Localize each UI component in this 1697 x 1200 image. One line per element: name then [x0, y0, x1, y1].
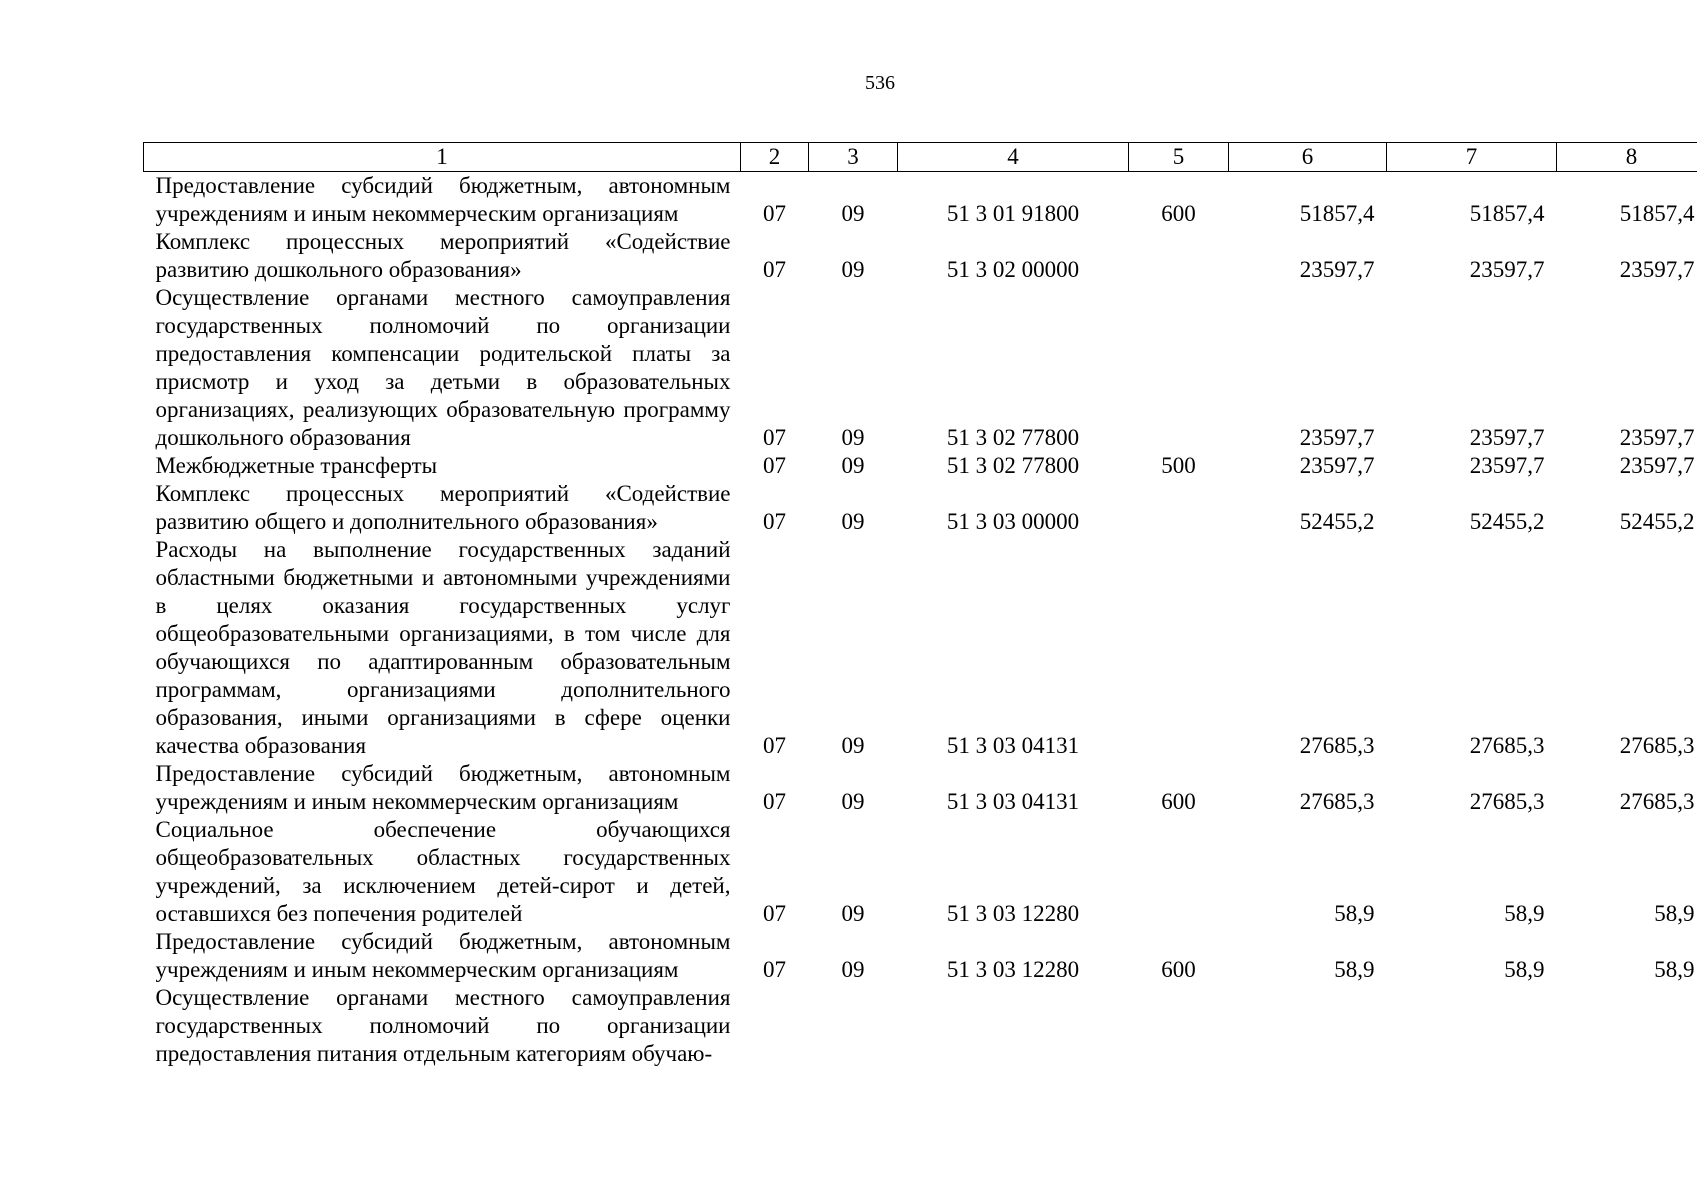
row-amount-8: 23597,7	[1619, 257, 1695, 282]
header-col-8: 8	[1557, 143, 1697, 172]
row-subsection: 09	[841, 733, 865, 758]
header-col-7: 7	[1387, 143, 1557, 172]
header-col-5: 5	[1129, 143, 1229, 172]
row-amount-7: 23597,7	[1469, 425, 1545, 450]
row-target-article: 51 3 02 77800	[946, 425, 1080, 450]
row-amount-7: 51857,4	[1469, 201, 1545, 226]
header-col-1: 1	[144, 143, 741, 172]
row-expense-type	[1129, 536, 1229, 760]
row-amount-7: 52455,2	[1469, 509, 1545, 534]
row-amount-8	[1557, 984, 1697, 1068]
row-description: Расходы на выполнение государственных заданий областными бюджетными и автономными учреждениями в целях оказания государственных услуг общеобразовательными организациями, в том числе для обучающихся по адаптированным образовательным программам, организациями дополнительного образования, иными организациями в сфере оценки качества образования	[155, 537, 731, 758]
row-subsection: 09	[841, 257, 865, 282]
table-row	[144, 928, 1697, 984]
row-amount-6: 51857,4	[1299, 201, 1375, 226]
row-amount-6: 58,9	[1334, 957, 1375, 982]
row-target-article: 51 3 03 12280	[946, 957, 1080, 982]
header-col-6: 6	[1229, 143, 1387, 172]
row-expense-type: 500	[1161, 453, 1196, 478]
table-row	[144, 228, 1697, 284]
row-subsection: 09	[841, 509, 865, 534]
row-expense-type	[1129, 480, 1229, 536]
row-amount-6: 52455,2	[1299, 509, 1375, 534]
row-description: Комплекс процессных мероприятий «Содействие развитию дошкольного образования»	[155, 229, 731, 282]
row-expense-type: 600	[1161, 789, 1196, 814]
row-subsection: 09	[841, 957, 865, 982]
page-number: 536	[865, 72, 895, 94]
row-amount-6: 27685,3	[1299, 733, 1375, 758]
row-amount-6: 58,9	[1334, 901, 1375, 926]
row-amount-6: 27685,3	[1299, 789, 1375, 814]
table-row	[144, 816, 1697, 928]
table-row	[144, 760, 1697, 816]
row-amount-7: 58,9	[1504, 957, 1545, 982]
table-row	[144, 452, 1697, 480]
row-description: Осуществление органами местного самоуправления государственных полномочий по организации предоставления компенсации родительской платы за присмотр и уход за детьми в образовательных организациях, реализующих образовательную программу дошкольного образования	[155, 285, 731, 450]
row-expense-type	[1129, 284, 1229, 452]
row-amount-8: 27685,3	[1619, 789, 1695, 814]
row-amount-7: 23597,7	[1469, 257, 1545, 282]
row-description: Предоставление субсидий бюджетным, автономным учреждениям и иным некоммерческим организациям	[155, 173, 731, 226]
row-amount-7	[1387, 984, 1557, 1068]
row-target-article: 51 3 02 77800	[946, 453, 1080, 478]
row-target-article: 51 3 03 12280	[946, 901, 1080, 926]
row-amount-6: 23597,7	[1299, 425, 1375, 450]
table-row	[144, 536, 1697, 760]
row-description: Социальное обеспечение обучающихся общеобразовательных областных государственных учреждений, за исключением детей-сирот и детей, оставшихся без попечения родителей	[155, 817, 731, 926]
header-col-3: 3	[809, 143, 898, 172]
row-amount-7: 27685,3	[1469, 789, 1545, 814]
row-amount-6: 23597,7	[1299, 453, 1375, 478]
row-section: 07	[763, 789, 786, 814]
row-expense-type: 600	[1161, 957, 1196, 982]
row-description: Осуществление органами местного самоуправления государственных полномочий по организации предоставления питания отдельным категориям обучаю-	[155, 985, 731, 1066]
row-target-article: 51 3 03 00000	[946, 509, 1080, 534]
row-amount-8: 58,9	[1654, 957, 1695, 982]
row-amount-8: 51857,4	[1619, 201, 1695, 226]
row-description: Межбюджетные трансферты	[155, 453, 438, 478]
row-description: Предоставление субсидий бюджетным, автономным учреждениям и иным некоммерческим организациям	[155, 929, 731, 982]
table-row	[144, 984, 1697, 1068]
row-target-article: 51 3 03 04131	[946, 789, 1080, 814]
row-amount-8: 23597,7	[1619, 453, 1695, 478]
row-amount-6	[1229, 984, 1387, 1068]
row-section: 07	[763, 257, 786, 282]
row-section: 07	[763, 901, 786, 926]
row-subsection	[809, 984, 898, 1068]
row-description: Комплекс процессных мероприятий «Содействие развитию общего и дополнительного образования»	[155, 481, 731, 534]
row-description: Предоставление субсидий бюджетным, автономным учреждениям и иным некоммерческим организациям	[155, 761, 731, 814]
table-row	[144, 172, 1697, 229]
row-amount-8: 52455,2	[1619, 509, 1695, 534]
row-target-article: 51 3 01 91800	[946, 201, 1080, 226]
row-subsection: 09	[841, 789, 865, 814]
table-row	[144, 284, 1697, 452]
row-target-article	[898, 984, 1129, 1068]
row-amount-8: 23597,7	[1619, 425, 1695, 450]
header-col-4: 4	[898, 143, 1129, 172]
row-amount-7: 23597,7	[1469, 453, 1545, 478]
table-header-row	[144, 143, 1697, 172]
row-section: 07	[763, 201, 786, 226]
row-expense-type: 600	[1161, 201, 1196, 226]
row-section: 07	[763, 733, 786, 758]
row-expense-type	[1129, 984, 1229, 1068]
row-amount-7: 58,9	[1504, 901, 1545, 926]
row-target-article: 51 3 02 00000	[946, 257, 1080, 282]
row-section	[741, 984, 809, 1068]
row-amount-7: 27685,3	[1469, 733, 1545, 758]
budget-table	[143, 142, 1697, 1068]
row-expense-type	[1129, 816, 1229, 928]
row-section: 07	[763, 425, 786, 450]
row-expense-type	[1129, 228, 1229, 284]
header-col-2: 2	[741, 143, 809, 172]
row-amount-8: 27685,3	[1619, 733, 1695, 758]
row-subsection: 09	[841, 453, 865, 478]
row-subsection: 09	[841, 201, 865, 226]
row-section: 07	[763, 453, 786, 478]
row-subsection: 09	[841, 901, 865, 926]
row-amount-6: 23597,7	[1299, 257, 1375, 282]
row-subsection: 09	[841, 425, 865, 450]
row-target-article: 51 3 03 04131	[946, 733, 1080, 758]
row-section: 07	[763, 509, 786, 534]
row-amount-8: 58,9	[1654, 901, 1695, 926]
row-section: 07	[763, 957, 786, 982]
table-row	[144, 480, 1697, 536]
